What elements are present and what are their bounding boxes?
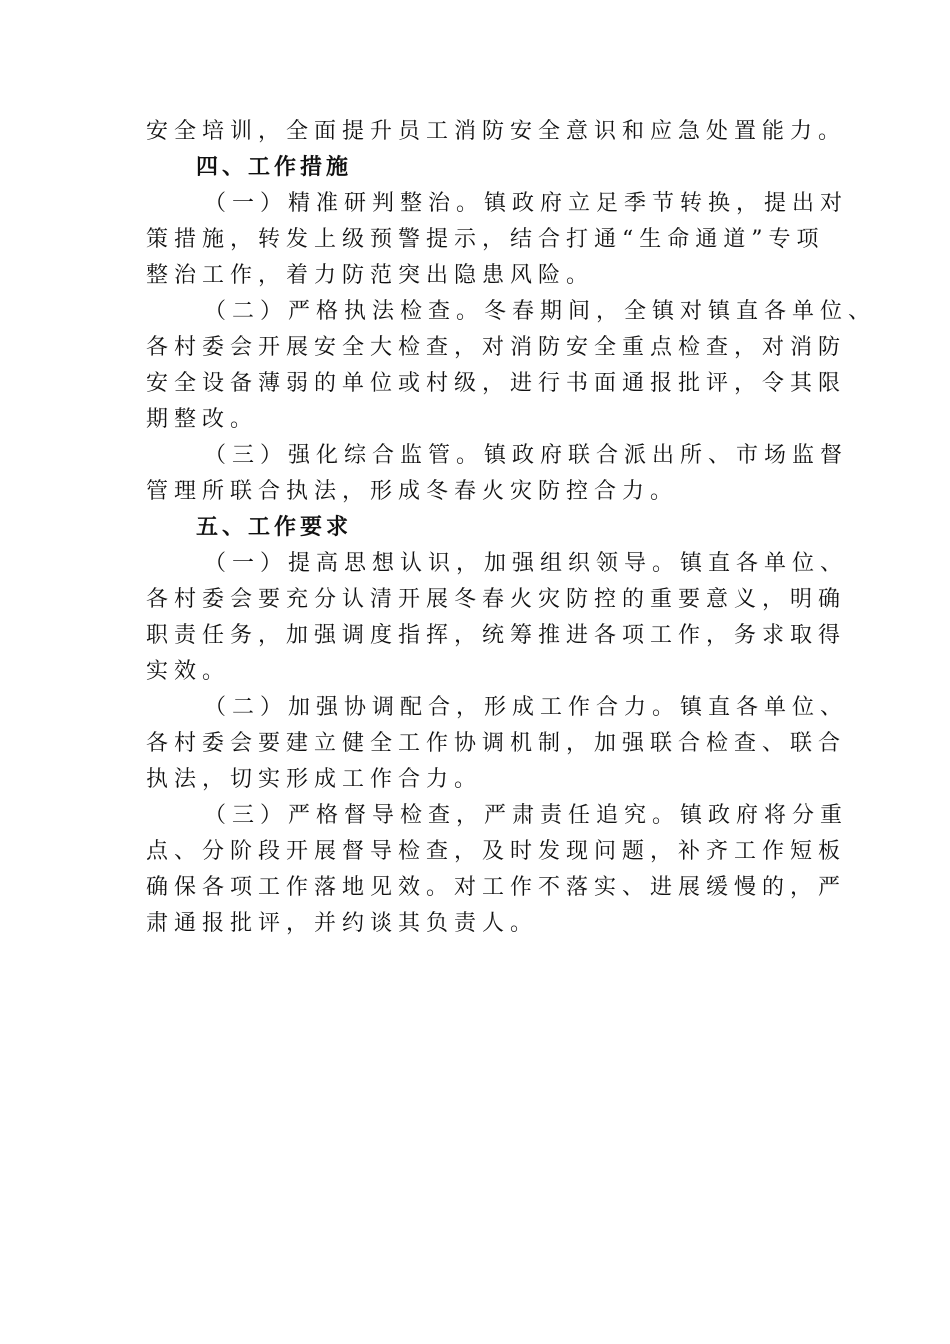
paragraph-line: （三）严格督导检查，严肃责任追究。镇政府将分重: [204, 803, 849, 828]
paragraph-line: 各村委会要建立健全工作协调机制，加强联合检查、联合: [146, 731, 847, 756]
paragraph-line: （三）强化综合监管。镇政府联合派出所、市场监督: [204, 443, 849, 468]
paragraph-line: 职责任务，加强调度指挥，统筹推进各项工作，务求取得: [146, 623, 847, 648]
paragraph-line: 安全设备薄弱的单位或村级，进行书面通报批评，令其限: [146, 371, 847, 396]
paragraph-line: 整治工作，着力防范突出隐患风险。: [146, 263, 595, 288]
paragraph-line: （一）精准研判整治。镇政府立足季节转换，提出对: [204, 191, 849, 216]
paragraph-line: 各村委会要充分认清开展冬春火灾防控的重要意义，明确: [146, 587, 847, 612]
paragraph-line: 各村委会开展安全大检查，对消防安全重点检查，对消防: [146, 335, 847, 360]
paragraph-line: 实效。: [146, 659, 231, 684]
paragraph-line: （一）提高思想认识，加强组织领导。镇直各单位、: [204, 551, 849, 576]
paragraph-line: （二）加强协调配合，形成工作合力。镇直各单位、: [204, 695, 849, 720]
section-heading-requirements: 五、工作要求: [196, 515, 353, 540]
paragraph-line: 期整改。: [146, 407, 259, 432]
paragraph-line: 管理所联合执法，形成冬春火灾防控合力。: [146, 479, 679, 504]
paragraph-line: 执法，切实形成工作合力。: [146, 767, 483, 792]
paragraph-line: 确保各项工作落地见效。对工作不落实、进展缓慢的，严: [146, 875, 847, 900]
paragraph-line: 肃通报批评，并约谈其负责人。: [146, 911, 539, 936]
paragraph-line: 策措施，转发上级预警提示，结合打通“生命通道”专项: [146, 227, 825, 252]
paragraph-line: 安全培训，全面提升员工消防安全意识和应急处置能力。: [146, 119, 847, 144]
paragraph-line: （二）严格执法检查。冬春期间，全镇对镇直各单位、: [204, 299, 877, 324]
document-body: [146, 114, 877, 942]
section-heading-measures: 四、工作措施: [196, 155, 353, 180]
paragraph-line: 点、分阶段开展督导检查，及时发现问题，补齐工作短板: [146, 839, 847, 864]
